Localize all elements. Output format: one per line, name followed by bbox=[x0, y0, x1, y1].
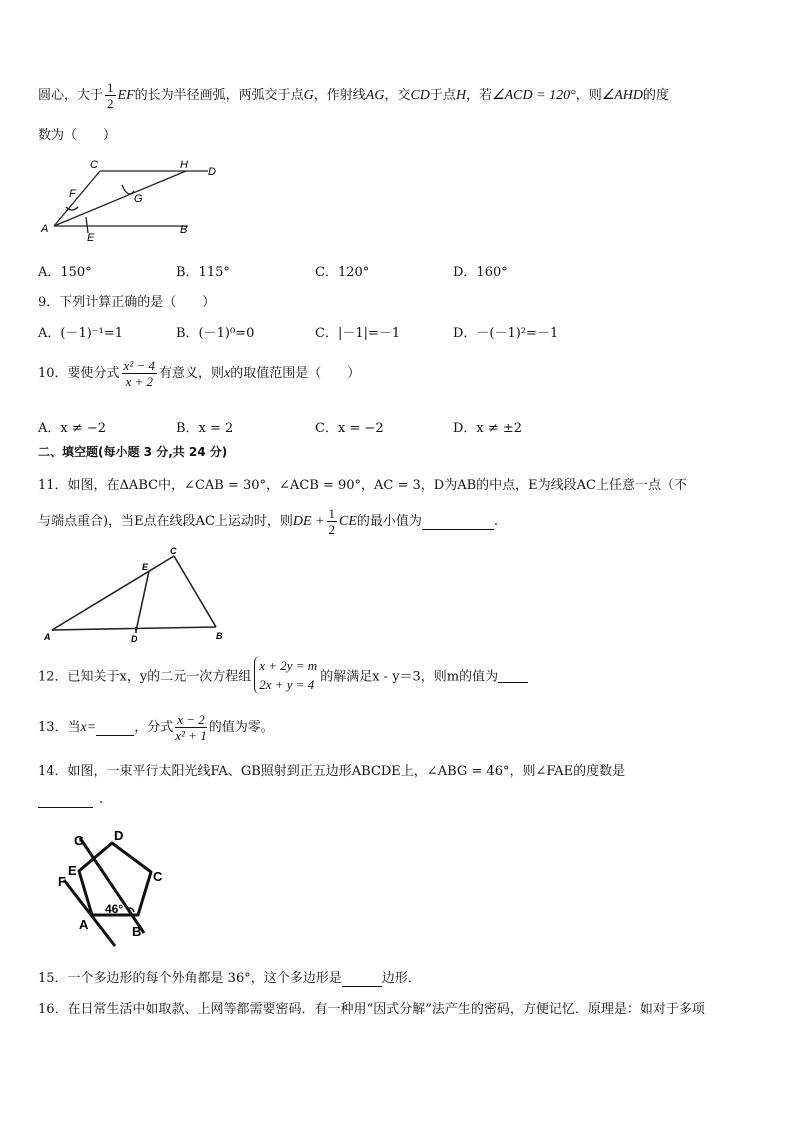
label-E: E bbox=[68, 863, 77, 878]
q13-fraction: $\frac{x - 2}{\text{x² + 1}}$ bbox=[175, 712, 207, 743]
q10-option-b: B．x = 2 bbox=[176, 421, 234, 436]
label-F: F bbox=[58, 874, 66, 889]
fraction-half: $\frac{1}{2}$ bbox=[107, 80, 114, 111]
q10-stem: 10．要使分式 $\frac{\text{x² − 4}}{x + 2}$ 有意义，则x的取值范围是（ ） bbox=[38, 358, 361, 389]
q8-option-a: A．150° bbox=[38, 265, 92, 280]
q10-fraction: $\frac{\text{x² − 4}}{x + 2}$ bbox=[123, 358, 155, 389]
q14-pentagon-figure bbox=[50, 822, 190, 952]
q11-triangle-figure bbox=[38, 545, 238, 645]
q12-stem: 12．已知关于x，y的二元一次方程组 x + 2y = m 2x + y = 4 的解满足x - y＝3，则m的值为 bbox=[38, 656, 528, 694]
label-E: E bbox=[142, 562, 149, 572]
q13-answer-blank[interactable] bbox=[96, 720, 134, 736]
label-B: B bbox=[180, 224, 188, 236]
q10-option-a: A．x ≠ −2 bbox=[38, 421, 107, 436]
q9-stem: 9．下列计算正确的是（ ） bbox=[38, 295, 216, 310]
q16-stem: 16．在日常生活中如取款、上网等都需要密码．有一种用“因式分解”法产生的密码，方便记忆．原理是：如对于多项 bbox=[38, 1002, 705, 1017]
label-B: B bbox=[132, 924, 142, 939]
q9-option-b: B．(－1)⁰=0 bbox=[176, 326, 255, 341]
q14-line1: 14．如图，一束平行太阳光线FA、GB照射到正五边形ABCDE上，∠ABG = 46°，则∠FAE的度数是 bbox=[38, 764, 626, 779]
label-G: G bbox=[134, 193, 143, 205]
q8-option-b: B．115° bbox=[176, 265, 230, 280]
label-H: H bbox=[180, 159, 188, 171]
label-A: A bbox=[79, 917, 89, 932]
q11-line1: 11．如图，在ΔABC中，∠CAB = 30°，∠ACB = 90°，AC = 3，D为AB的中点，E为线段AC上任意一点（不 bbox=[38, 478, 687, 493]
label-C: C bbox=[90, 159, 98, 171]
q11-line2: 与端点重合)，当E点在线段AC上运动时，则DE + $\frac{1}{2}$ CE的最小值为 . bbox=[38, 506, 499, 537]
q13-stem: 13．当x= ，分式 $\frac{x - 2}{\text{x² + 1}}$ 的值为零。 bbox=[38, 712, 274, 743]
label-A: A bbox=[44, 632, 51, 642]
label-A: A bbox=[41, 223, 49, 235]
label-C: C bbox=[153, 869, 163, 884]
label-B: B bbox=[216, 631, 223, 641]
q10-option-c: C．x = −2 bbox=[315, 421, 384, 436]
q9-option-d: D．－(－1)²=－1 bbox=[453, 326, 559, 341]
q11-fraction: $\frac{1}{2}$ bbox=[328, 506, 336, 537]
q8-option-c: C．120° bbox=[315, 265, 370, 280]
label-G: G bbox=[74, 833, 85, 848]
label-angle-46: 46° bbox=[105, 902, 124, 916]
q11-answer-blank[interactable] bbox=[422, 514, 494, 530]
q8-line2: 数为（ ） bbox=[38, 128, 117, 143]
label-D: D bbox=[208, 166, 216, 178]
q14-line2: . bbox=[38, 792, 103, 808]
q14-answer-blank[interactable] bbox=[38, 792, 93, 808]
label-F: F bbox=[69, 188, 76, 200]
q12-equation-system: x + 2y = m 2x + y = 4 bbox=[254, 656, 317, 694]
q8-line1: 圆心，大于 $\frac{1}{2}$ EF的长为半径画弧，两弧交于点G，作射线AG，交CD于点H，若∠ACD = 120°，则∠AHD的度 bbox=[38, 80, 670, 111]
q10-option-d: D．x ≠ ±2 bbox=[453, 421, 523, 436]
q15-stem: 15．一个多边形的每个外角都是 36°，这个多边形是 边形． bbox=[38, 971, 421, 986]
label-C: C bbox=[170, 546, 177, 556]
section-heading-fill-in: 二、填空题(每小题 3 分,共 24 分) bbox=[38, 445, 228, 459]
q9-option-c: C．|－1|=－1 bbox=[315, 326, 401, 341]
q12-answer-blank[interactable] bbox=[498, 667, 528, 683]
label-D: D bbox=[131, 634, 138, 644]
label-E: E bbox=[87, 232, 95, 244]
q8-parallelogram-figure bbox=[38, 155, 238, 245]
q9-option-a: A．(－1)⁻¹=1 bbox=[38, 326, 124, 341]
q15-answer-blank[interactable] bbox=[342, 971, 382, 987]
label-D: D bbox=[114, 828, 124, 843]
q8-option-d: D．160° bbox=[453, 265, 508, 280]
